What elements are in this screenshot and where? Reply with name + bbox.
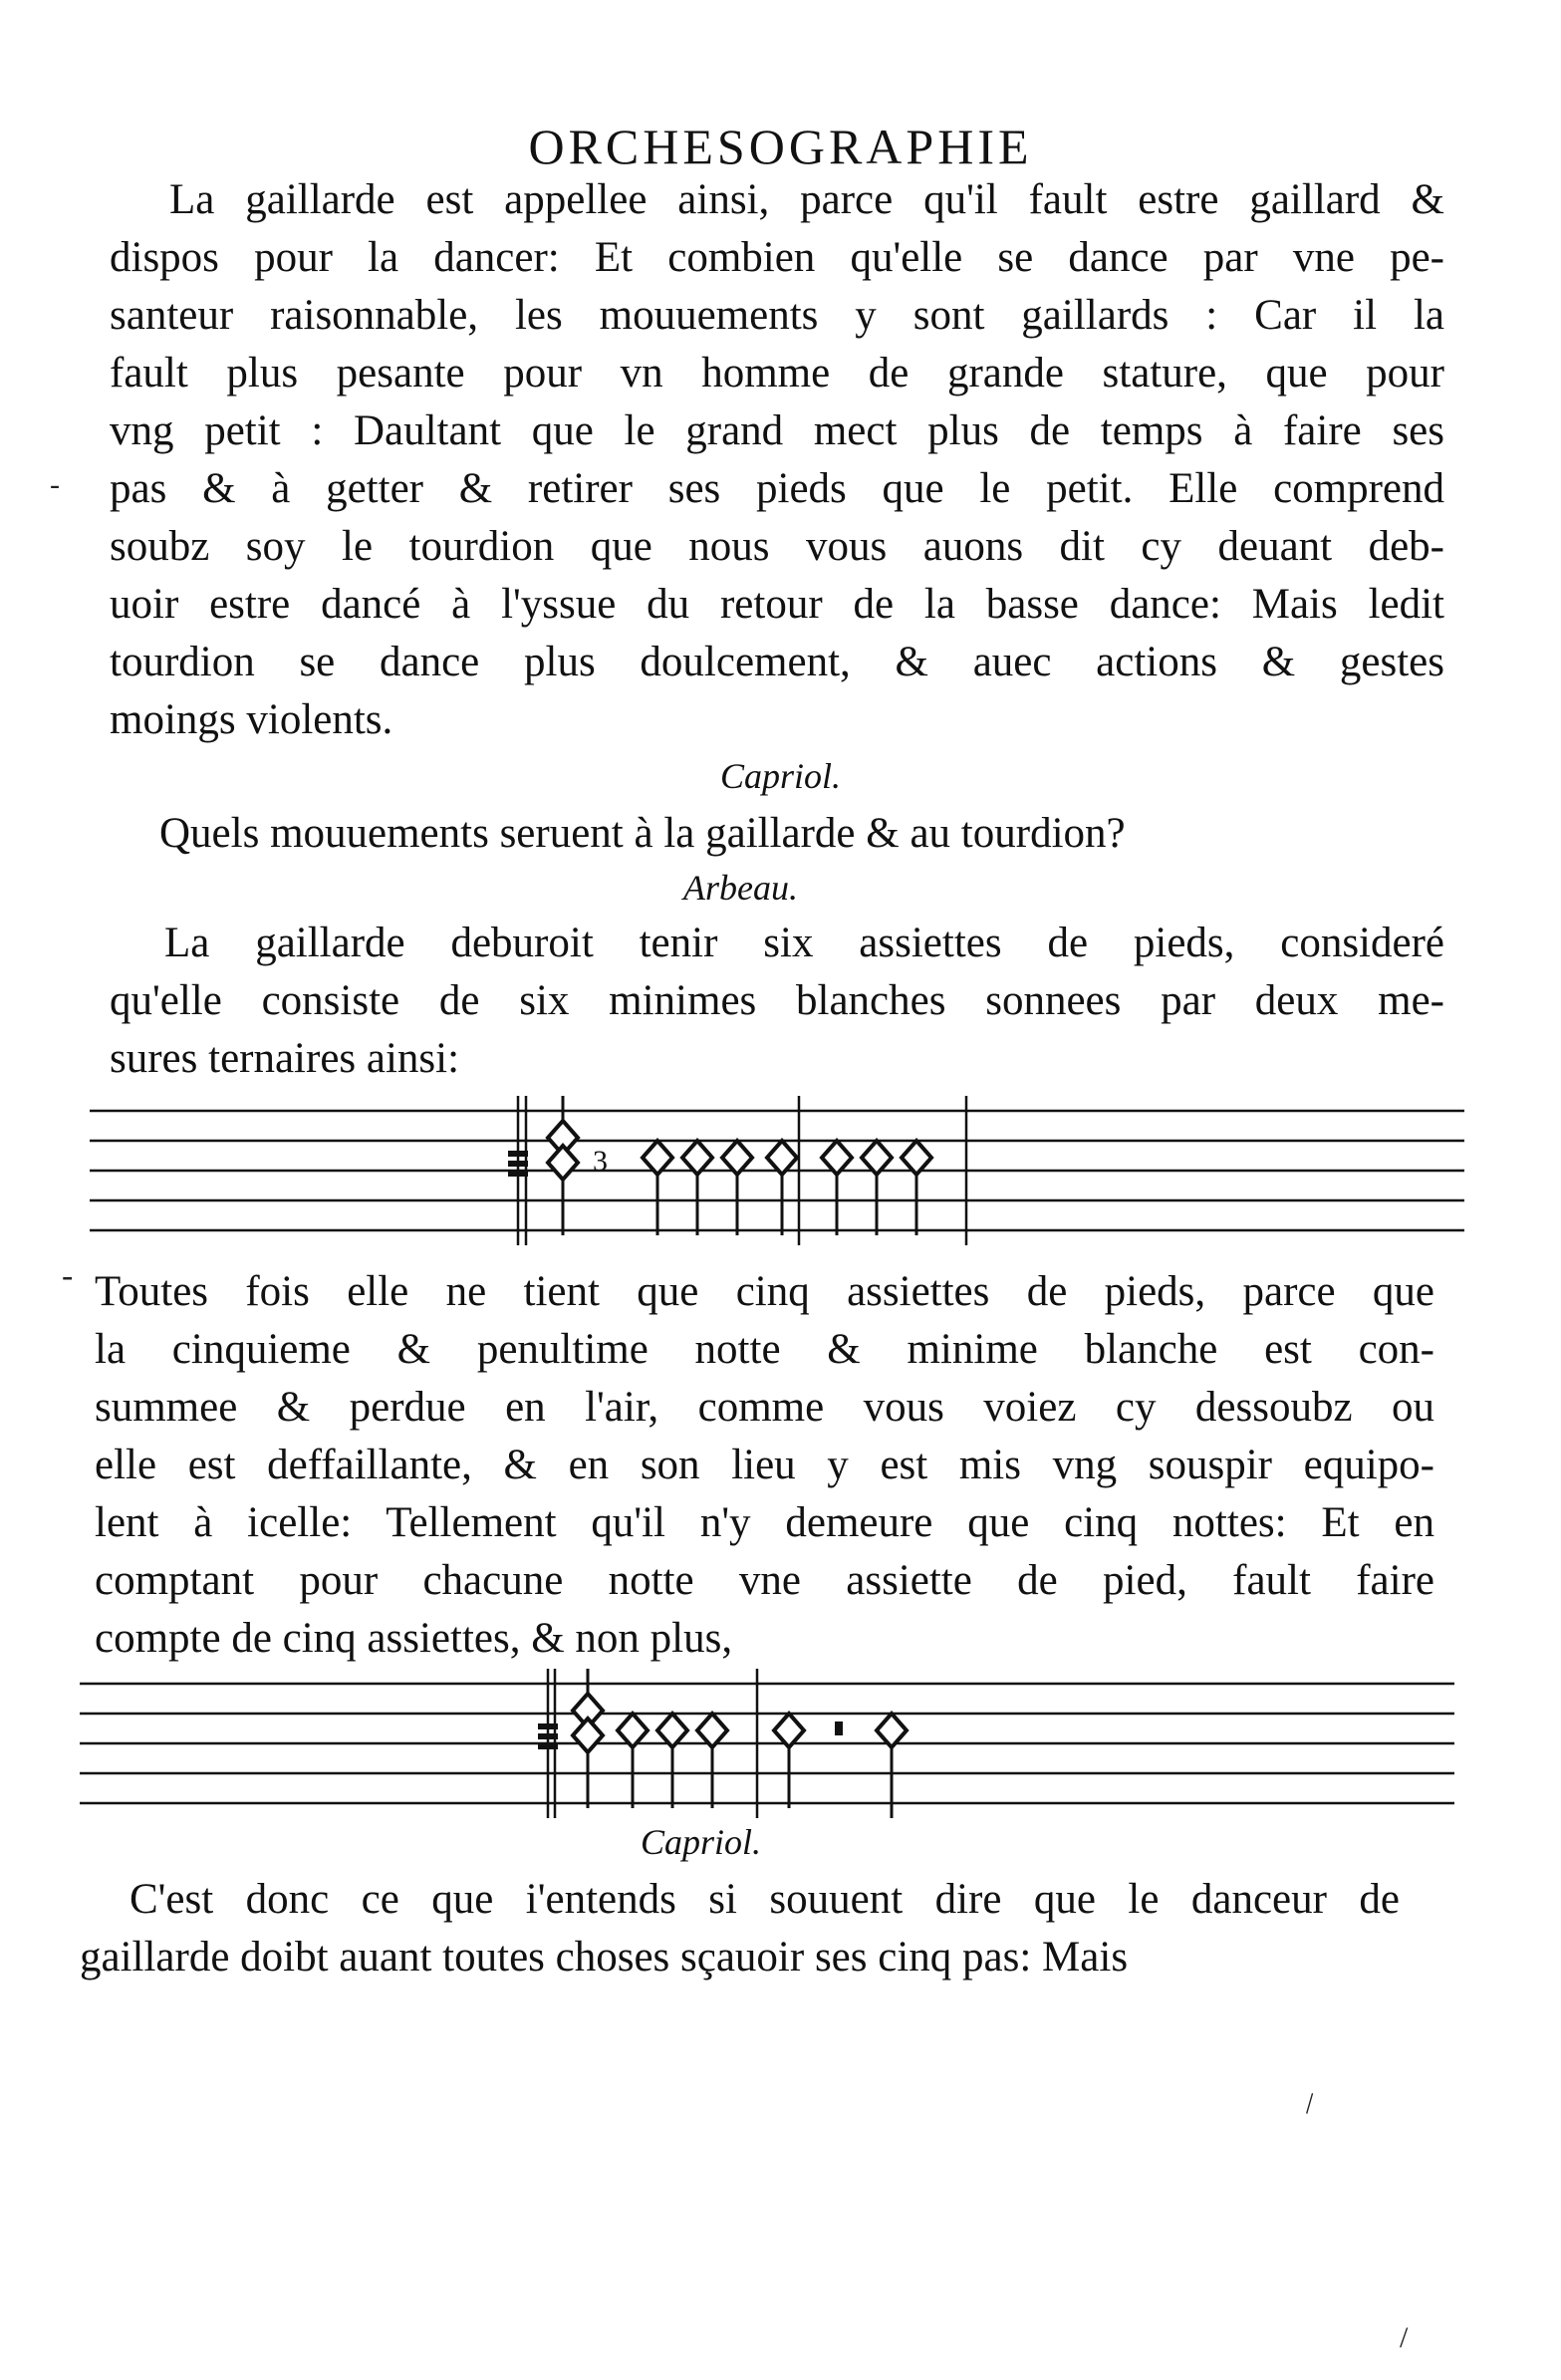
running-head: ORCHESOGRAPHIE <box>528 119 1033 174</box>
text-line: compte de cinq assiettes, & non plus, <box>95 1615 733 1662</box>
text-line: moings violents. <box>110 696 393 743</box>
speaker-arbeau: Arbeau. <box>683 868 798 908</box>
svg-text:3: 3 <box>593 1145 608 1178</box>
paragraph-cinq-pas <box>80 1871 1400 1986</box>
text-line: vng petit : Daultant que le grand mect plus de temps à faire ses <box>110 407 1444 454</box>
paragraph-cinq-assiettes <box>95 1263 1434 1668</box>
text-line: Toutes fois elle ne tient que cinq assiettes de pieds, parce que <box>95 1268 1434 1315</box>
speaker-capriol-2: Capriol. <box>640 1822 762 1862</box>
text-line: elle est deffaillante, & en son lieu y est mis vng souspir equipo- <box>95 1442 1434 1488</box>
text-line: gaillarde doibt auant toutes choses sçauoir ses cinq pas: Mais <box>80 1934 1129 1981</box>
paragraph-question <box>159 805 1355 863</box>
text-line: uoir estre dancé à l'yssue du retour de la basse dance: Mais ledit <box>110 581 1444 628</box>
text-line: C'est donc ce que i'entends si souuent dire que le danceur de <box>130 1876 1400 1923</box>
text-line: la cinquieme & penultime notte & minime blanche est con- <box>95 1326 1434 1373</box>
speaker-capriol: Capriol. <box>719 756 842 796</box>
text-line: sures ternaires ainsi: <box>110 1035 460 1082</box>
text-line: Quels mouuements seruent à la gaillarde & au tourdion? <box>159 810 1126 857</box>
text-line: dispos pour la dancer: Et combien qu'elle se dance par vne pe- <box>110 234 1444 281</box>
text-line: comptant pour chacune notte vne assiette de pied, fault faire <box>95 1557 1434 1604</box>
text-line: fault plus pesante pour vn homme de grande stature, que pour <box>110 350 1444 397</box>
text-line: La gaillarde deburoit tenir six assiettes de pieds, consideré <box>164 920 1444 966</box>
text-line: La gaillarde est appellee ainsi, parce qu'il fault estre gaillard & <box>169 176 1444 223</box>
margin-dash-left-2: - <box>62 1257 74 1294</box>
text-line: santeur raisonnable, les mouuements y sont gaillards : Car il la <box>110 292 1444 339</box>
text-line: lent à icelle: Tellement qu'il n'y demeure que cinq nottes: Et en <box>95 1499 1434 1546</box>
paragraph-six-assiettes <box>110 915 1444 1088</box>
text-line: summee & perdue en l'air, comme vous voiez cy dessoubz ou <box>95 1384 1434 1431</box>
stray-mark-2: / <box>1400 2321 1409 2354</box>
text-line: qu'elle consiste de six minimes blanches sonnees par deux me- <box>110 977 1444 1024</box>
text-line: tourdion se dance plus doulcement, & auec actions & gestes <box>110 639 1444 685</box>
paragraph-gaillarde-definition <box>110 171 1444 749</box>
text-line: soubz soy le tourdion que nous vous auons dit cy deuant deb- <box>110 523 1444 570</box>
music-staff-six-minims <box>90 1086 1464 1255</box>
text-line: pas & à getter & retirer ses pieds que le petit. Elle comprend <box>110 465 1444 512</box>
music-staff-five-minims <box>80 1659 1454 1828</box>
margin-dash-left: - <box>50 468 60 501</box>
stray-mark: \ <box>1296 2087 1323 2120</box>
